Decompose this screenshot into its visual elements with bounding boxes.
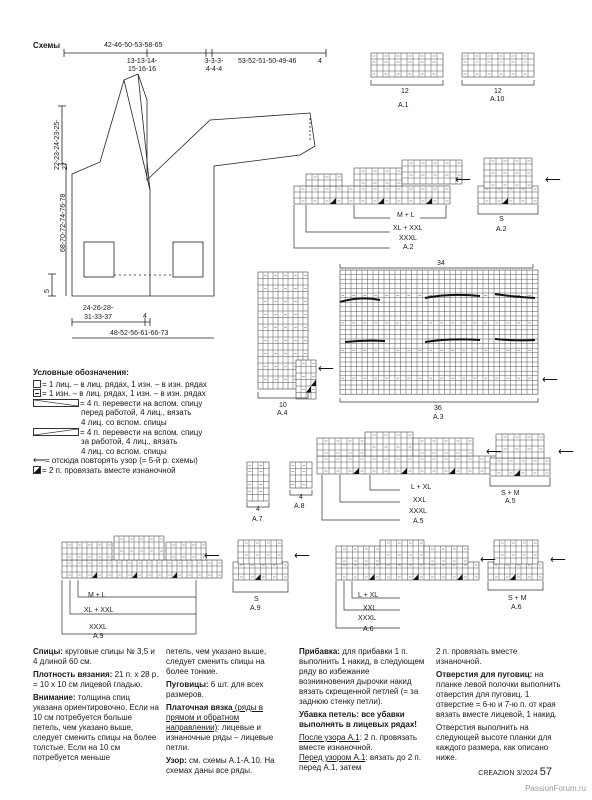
chart-a6-top2 bbox=[380, 540, 424, 564]
chart-a5-top3 bbox=[413, 438, 473, 456]
a3-repeat-arrow: ⟵ bbox=[542, 374, 558, 386]
legend-row-cable-front: = 4 п. перевести на вспом. спицу bbox=[33, 399, 233, 409]
a3-top: 34 bbox=[437, 260, 445, 267]
a5-repeat-arrow: ⟵ bbox=[486, 446, 502, 458]
a2-name: A.2 bbox=[403, 244, 414, 251]
a2-s-name: A.2 bbox=[496, 226, 507, 233]
page-number: 57 bbox=[539, 766, 552, 778]
legend-row-knit: = 1 лиц. – в лиц. рядах, 1 изн. – в изн. рядах bbox=[33, 380, 233, 390]
a5-sm-name: A.5 bbox=[505, 498, 516, 505]
a4-repeat-arrow: ⟵ bbox=[318, 363, 334, 375]
top-width-label: 42-46-50-53-58-65 bbox=[104, 42, 163, 49]
legend-row-cable-back: = 4 п. перевести на вспом. спицу bbox=[33, 428, 233, 438]
chart-a8 bbox=[290, 462, 312, 488]
a5-bracket-l bbox=[370, 475, 400, 490]
a9-s-label: S bbox=[254, 596, 259, 603]
a9-repeat-arrow: ⟵ bbox=[204, 550, 220, 562]
chart-a9-s-top bbox=[238, 540, 282, 564]
a9-xxxl-label: XXXL bbox=[89, 624, 107, 631]
legend-row-purl: = 1 изн. – в лиц. рядах, 1 изн. – в изн. рядах bbox=[33, 389, 233, 399]
a6-sm-bracket bbox=[488, 581, 543, 590]
chart-a2-s bbox=[478, 186, 538, 204]
a3-bottom-bracket bbox=[340, 398, 538, 402]
text-column-1: Спицы: круговые спицы № 3,5 и 4 длиной 60 см. Плотность вязания: 21 п. х 28 р. = 10 х 10 см лицевой гладью. Внимание: толщина спиц указана ориентировочно. Если на 10 см потребуется больше петель, чем указано выше, следует сменить спицы на более толстые. Если на 10 см потребуется меньше bbox=[33, 647, 159, 762]
a4-name: A.4 bbox=[277, 410, 288, 417]
empty-cell-icon bbox=[33, 380, 41, 388]
watermark: PassionForum.ru bbox=[525, 784, 586, 793]
sleeve-four-label: 4 bbox=[318, 58, 322, 65]
bottom-four-label: 4 bbox=[143, 313, 147, 320]
a9-bracket-xxxl bbox=[62, 580, 196, 634]
chart-a10 bbox=[462, 53, 534, 77]
a2-bracket-xxxl bbox=[294, 205, 390, 248]
a5-l-label: L + XL bbox=[411, 484, 432, 491]
chart-a5-sm-top bbox=[496, 434, 544, 458]
a9-m-label: M + L bbox=[88, 592, 106, 599]
neck-width-label: 13-13-14-15-16-16 bbox=[126, 58, 158, 73]
a7-name: A.7 bbox=[252, 516, 263, 523]
pocket-offset-label: 5 bbox=[44, 289, 51, 293]
chart-a5-main bbox=[317, 456, 497, 474]
a4-count: 10 bbox=[279, 402, 287, 409]
chart-a5-sm bbox=[490, 458, 550, 476]
a1-count: 12 bbox=[401, 88, 409, 95]
a6-sm-label: S + M bbox=[508, 595, 527, 602]
a2-m-label: M + L bbox=[397, 212, 415, 219]
a9-s-repeat-arrow: ⟵ bbox=[294, 550, 310, 562]
a10-count: 12 bbox=[494, 88, 502, 95]
a1-name: A.1 bbox=[398, 102, 409, 109]
a10-bracket bbox=[462, 80, 534, 85]
front-width-label: 24-26-28-31-33-37 bbox=[82, 305, 114, 321]
chart-a5-top2 bbox=[365, 432, 413, 456]
legend-title: Условные обозначения: bbox=[33, 368, 129, 377]
a6-l-label: L + XL bbox=[358, 592, 379, 599]
a2-s-repeat-arrow: ⟵ bbox=[545, 174, 561, 186]
chart-a9-s bbox=[233, 562, 288, 580]
chart-a1 bbox=[371, 53, 443, 77]
a5-sm-label: S + M bbox=[501, 490, 520, 497]
a8-count: 4 bbox=[299, 494, 303, 501]
chart-a4-right bbox=[296, 360, 316, 399]
chart-a6-top1 bbox=[336, 546, 380, 564]
chart-a9-top2 bbox=[114, 536, 164, 560]
a5-name: A.5 bbox=[413, 518, 424, 525]
page-footer bbox=[478, 766, 552, 778]
a10-name: A.10 bbox=[490, 96, 505, 103]
a2-bracket-m bbox=[354, 205, 390, 218]
cable-left-icon bbox=[33, 428, 79, 436]
a5-xxl-label: XXL bbox=[413, 497, 427, 504]
chart-a9-main bbox=[62, 560, 222, 578]
a3-bottom: 36 bbox=[434, 405, 442, 412]
chart-a2-top1 bbox=[306, 174, 342, 186]
dash-cell-icon bbox=[33, 389, 41, 397]
triangle-cell-icon bbox=[33, 466, 41, 474]
chart-a5-top1 bbox=[317, 438, 365, 456]
legend-cable-front-2: перед работой, 4 лиц., вязать bbox=[81, 408, 192, 418]
magazine-issue: CREAZION 3/2024 bbox=[478, 770, 538, 777]
a5-sm-bracket bbox=[490, 477, 550, 486]
text-column-3: Прибавка: для прибавки 1 п. выполнить 1 накид, в следующем ряду во избежание возникновения дырочки накид вязать скрещенной петлей (= за заднюю стенку петли). Убавка петель: все убавки выполнять в лицевых рядах! После узора А.1: 2 п. провязать вместе изнаночной. Перед узором А.1: вязать до 2 п. перед А.1, затем bbox=[299, 647, 425, 772]
a6-xxxl-label: XXXL bbox=[358, 615, 376, 622]
chart-a9-top1 bbox=[62, 542, 112, 560]
chart-a9-top3 bbox=[166, 542, 206, 560]
a7-count: 4 bbox=[256, 506, 260, 513]
a5-xxxl-label: XXXL bbox=[409, 508, 427, 515]
arrow-left-icon: ⟵ bbox=[33, 455, 46, 466]
a6-repeat-arrow: ⟵ bbox=[480, 554, 496, 566]
a9-name: A.9 bbox=[93, 633, 104, 640]
chart-a2-top2 bbox=[354, 168, 402, 186]
chart-a6-sm bbox=[488, 562, 543, 580]
a2-s-bracket bbox=[478, 205, 538, 214]
a6-name: A.6 bbox=[363, 626, 374, 633]
a9-s-bracket bbox=[233, 581, 288, 592]
a3-name: A.3 bbox=[433, 414, 444, 421]
chart-a2-s-top bbox=[484, 158, 532, 188]
text-column-2: петель, чем указано выше, следует сменить спицы на более тонкие. Пуговицы: 6 шт. для всех размеров. Платочная вязка (ряды в прямом и обратном направлении): лицевые и изнаночные ряды – лицевые петли. Узор: см. схемы А.1-А.10. На схемах даны все ряды. bbox=[166, 647, 275, 775]
a6-sm-name: A.6 bbox=[511, 604, 522, 611]
sleeve-width-label: 53-52-51-50-49-46 bbox=[238, 58, 297, 65]
a6-sm-repeat-arrow: ⟵ bbox=[550, 554, 566, 566]
a1-bracket bbox=[371, 80, 443, 85]
a9-s-name: A.9 bbox=[250, 605, 261, 612]
legend-row-repeat: ⟵= отсюда повторять узор (= 5-й р. схемы) bbox=[33, 455, 198, 466]
chart-a6-top3 bbox=[424, 546, 468, 564]
bottom-width-label: 48-52-56-61-66-73 bbox=[110, 330, 169, 337]
a2-repeat-arrow: ⟵ bbox=[455, 174, 471, 186]
a2-bracket-r bbox=[420, 205, 446, 218]
body-length-label: 68-70-72-74-76-78 bbox=[60, 193, 67, 252]
legend-cable-front-3: 4 лиц. со вспом. спицы bbox=[81, 417, 167, 427]
a6-xxl-label: XXL bbox=[363, 605, 377, 612]
armhole-label: 22-23-24-23-25-27 bbox=[54, 119, 69, 170]
legend-cable-back-3: 4 лиц. со вспом. спицы bbox=[81, 446, 167, 456]
neck-depth-label: 3-3-3-4-4-4 bbox=[204, 58, 224, 73]
a5-bracket-xxxl bbox=[322, 475, 400, 520]
a8-name: A.8 bbox=[294, 503, 305, 510]
a5-sm-repeat-arrow: ⟵ bbox=[558, 446, 574, 458]
chart-a6-sm-top bbox=[494, 540, 538, 564]
symbol-legend bbox=[33, 368, 233, 476]
legend-cable-back-2: за работой, 4 лиц., вязать bbox=[81, 437, 178, 447]
a2-xxxl-label: XXXL bbox=[399, 235, 417, 242]
a2-xl-label: XL + XXL bbox=[393, 225, 423, 232]
a2-s-label: S bbox=[499, 216, 504, 223]
chart-a2-main bbox=[294, 186, 450, 204]
a9-xl-label: XL + XXL bbox=[84, 607, 114, 614]
legend-row-decrease: = 2 п. провязать вместе изнаночной bbox=[33, 466, 233, 476]
schema-title: Схемы bbox=[33, 41, 61, 50]
chart-a2-top3 bbox=[402, 160, 462, 184]
chart-a7 bbox=[247, 462, 269, 501]
chart-a6-main bbox=[336, 562, 479, 580]
text-column-4: 2 п. провязать вместе изнаночной. Отверстия для пуговиц: на планке левой полочки выполнить отверстия для пуговиц. 1 отверстие = 6-ю и 7-ю п. от края вязать вместе лицевой, 1 накид. Отверстия выполнить на следующей высоте планки для каждого размера, как описано ниже. bbox=[436, 647, 561, 762]
cable-right-icon bbox=[33, 399, 79, 407]
a2-bracket-xl bbox=[306, 205, 390, 232]
chart-a3 bbox=[340, 270, 538, 394]
